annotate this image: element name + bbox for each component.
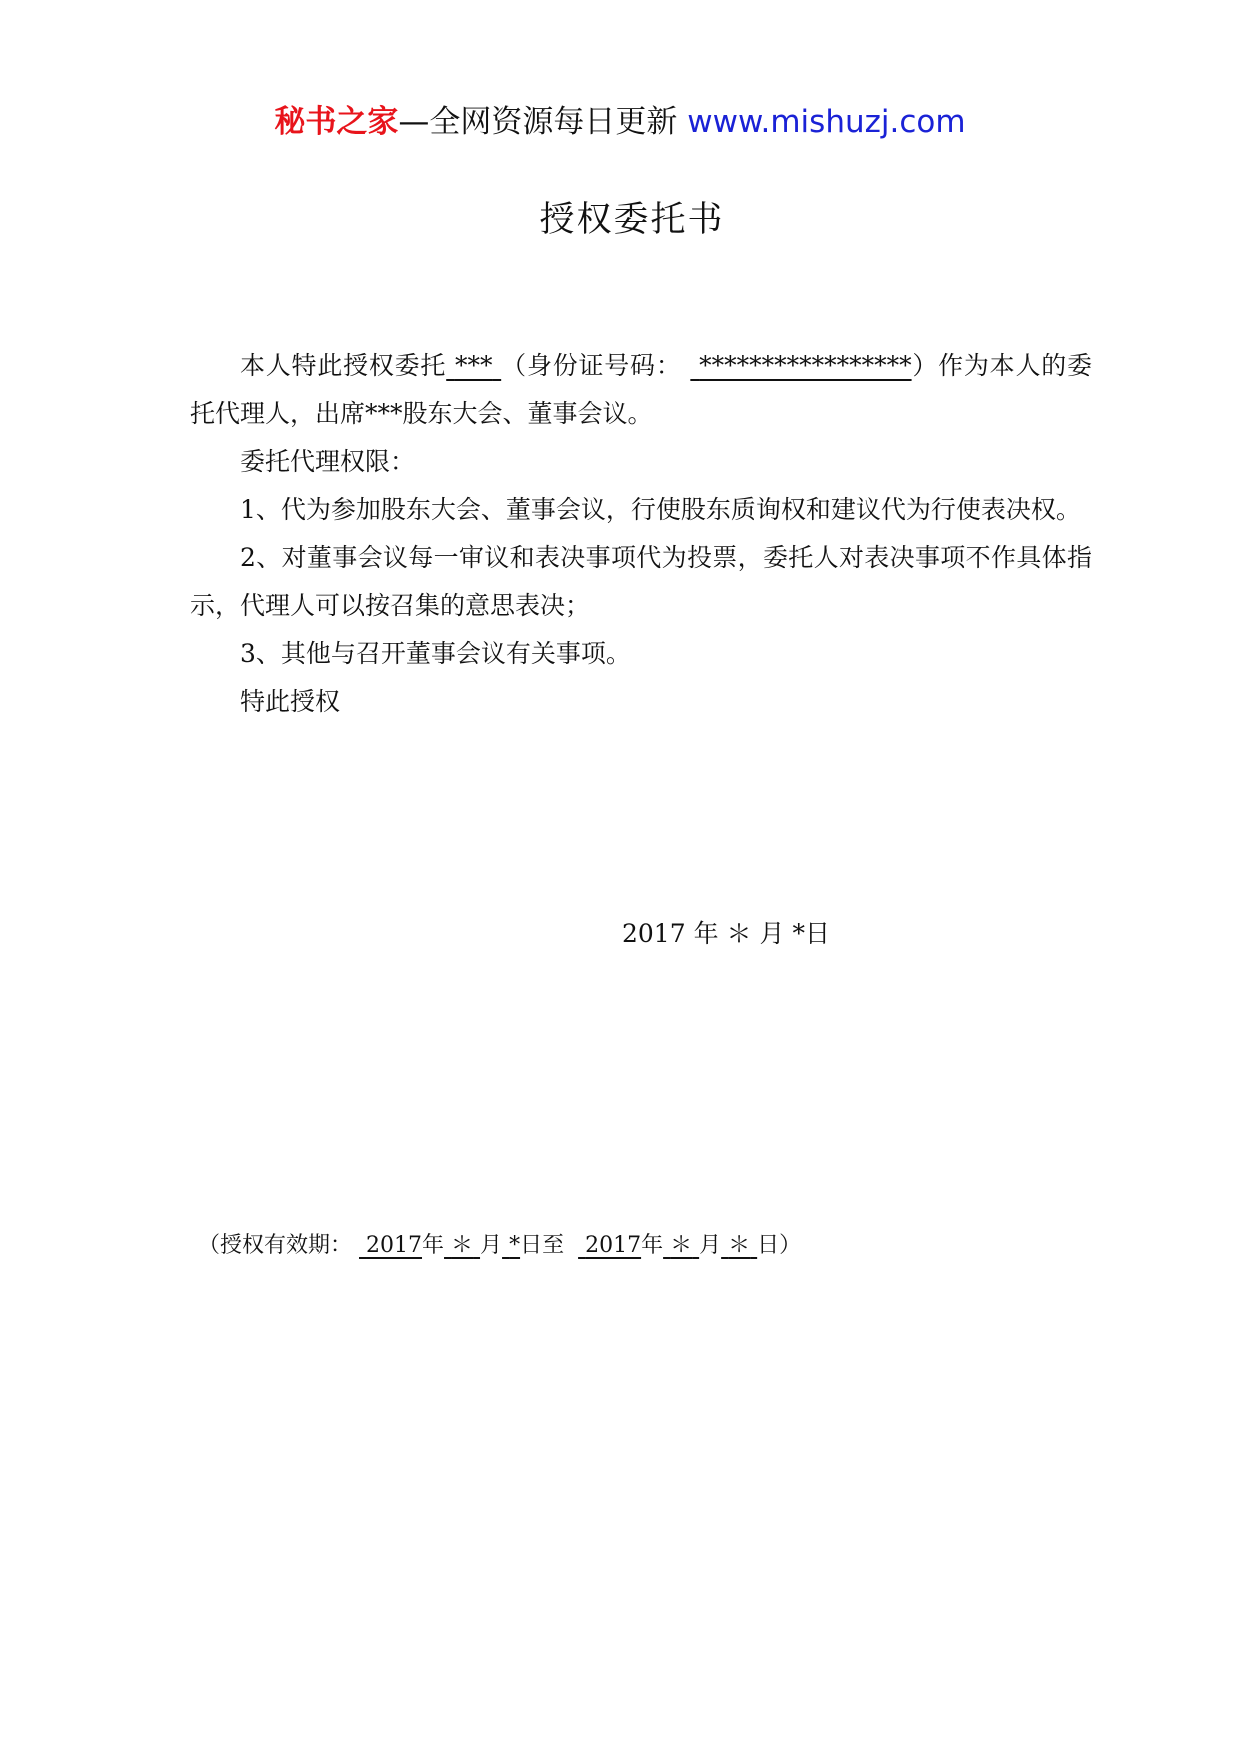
site-url-link[interactable]: www.mishuzj.com bbox=[687, 104, 966, 140]
document-title: 授权委托书 bbox=[539, 200, 725, 240]
site-header bbox=[0, 100, 1240, 144]
validity-period: （授权有效期： 2017年 ＊ 月 *日至 2017年 ＊ 月 ＊ 日） bbox=[198, 1233, 802, 1258]
validity-start-year-value: 2017 bbox=[366, 1233, 423, 1258]
sign-month: ＊ bbox=[726, 919, 752, 948]
scope-heading: 委托代理权限： bbox=[240, 447, 416, 476]
sign-year-unit: 年 bbox=[693, 919, 719, 948]
validity-open: （授权有效期： bbox=[198, 1233, 353, 1258]
validity-end-year-value: 2017 bbox=[585, 1233, 642, 1258]
scope-item-3: 3、其他与召开董事会议有关事项。 bbox=[240, 639, 631, 668]
agent-name-value: *** bbox=[454, 351, 493, 380]
validity-end-year bbox=[578, 1233, 641, 1258]
validity-end-day-value: ＊ bbox=[728, 1233, 751, 1258]
validity-end-day bbox=[721, 1233, 757, 1258]
agent-name-field bbox=[446, 351, 501, 380]
document-body bbox=[190, 342, 1092, 726]
sign-month-unit: 月 bbox=[759, 919, 785, 948]
sign-year: 2017 bbox=[622, 919, 686, 948]
validity-close: 日） bbox=[757, 1233, 802, 1258]
validity-start-day-value: * bbox=[509, 1233, 521, 1258]
closing-statement: 特此授权 bbox=[240, 687, 341, 716]
id-number-prefix: （身份证号码： bbox=[501, 351, 682, 380]
validity-end-month bbox=[663, 1233, 699, 1258]
id-number-field bbox=[690, 351, 911, 380]
brand-name: 秘书之家 bbox=[274, 104, 399, 140]
scope-item-2: 2、对董事会议每一审议和表决事项代为投票，委托人对表决事项不作具体指示，代理人可以按召集的意思表决； bbox=[190, 543, 1092, 620]
header-slogan: —全网资源每日更新 bbox=[398, 104, 678, 140]
validity-start-month bbox=[444, 1233, 480, 1258]
scope-item-1: 1、代为参加股东大会、董事会议，行使股东质询权和建议代为行使表决权。 bbox=[240, 495, 1081, 524]
validity-to: 日至 bbox=[520, 1233, 565, 1258]
validity-start-month-value: ＊ bbox=[451, 1233, 474, 1258]
validity-end-month-value: ＊ bbox=[670, 1233, 693, 1258]
authorization-prefix: 本人特此授权委托 bbox=[240, 351, 447, 380]
validity-start-year bbox=[359, 1233, 422, 1258]
authorization-suffix: ）作为本人的委托代理人，出席***股东大会、董事会议。 bbox=[190, 351, 1093, 428]
signature-date bbox=[622, 914, 830, 954]
id-number-value: ***************** bbox=[699, 351, 912, 380]
sign-day: * bbox=[792, 919, 805, 948]
validity-start-day bbox=[502, 1233, 520, 1258]
sign-day-unit: 日 bbox=[804, 919, 830, 948]
authorization-paragraph bbox=[190, 342, 1092, 438]
